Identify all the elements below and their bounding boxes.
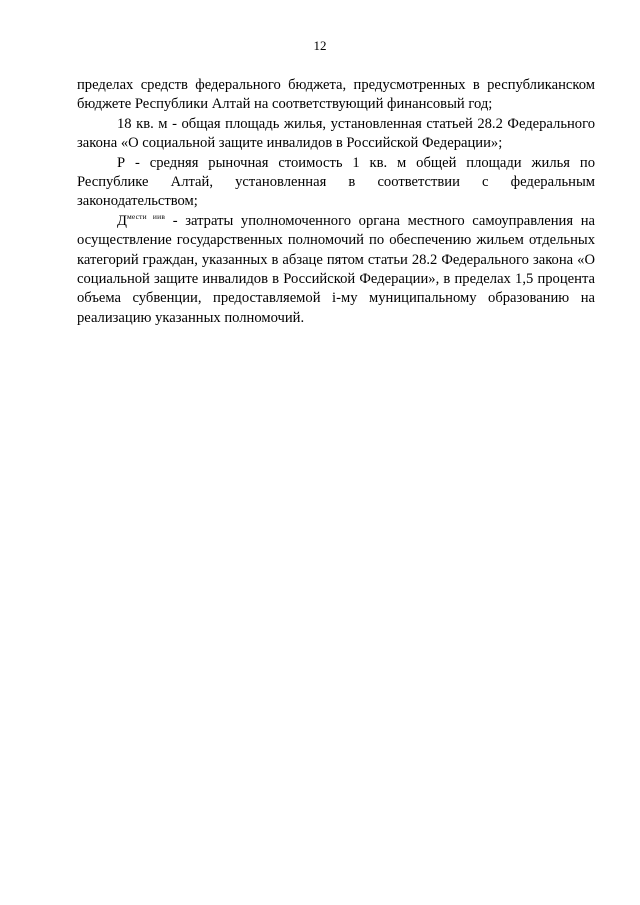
paragraph-area-norm: 18 кв. м - общая площадь жилья, установленная статьей 28.2 Федерального закона «О социальной защите инвалидов в Российской Федерации»; xyxy=(77,115,595,152)
formula-superscript: мести иив xyxy=(126,211,166,221)
paragraph-admin-costs xyxy=(77,212,595,328)
formula-symbol: Д xyxy=(117,212,127,229)
paragraph-budget-limits: пределах средств федерального бюджета, предусмотренных в республиканском бюджете Республики Алтай на соответствующий финансовый год; xyxy=(77,77,595,113)
page-number: 12 xyxy=(313,38,327,53)
paragraph-market-price: Р - средняя рыночная стоимость 1 кв. м общей площади жилья по Республике Алтай, установленная в соответствии с федеральным законодательством; xyxy=(77,154,595,210)
document-body xyxy=(77,76,595,328)
paragraph-admin-costs-text: - затраты уполномоченного органа местного самоуправления на осуществление государственных полномочий по обеспечению жильем отдельных категорий граждан, указанных в абзаце пятом статьи 28.2 Федерального закона «О социальной защите инвалидов в Российской Федерации», в пределах 1,5 процента объема субвенции, предоставляемой i-му муниципальному образованию на реализацию указанных полномочий. xyxy=(77,212,595,326)
